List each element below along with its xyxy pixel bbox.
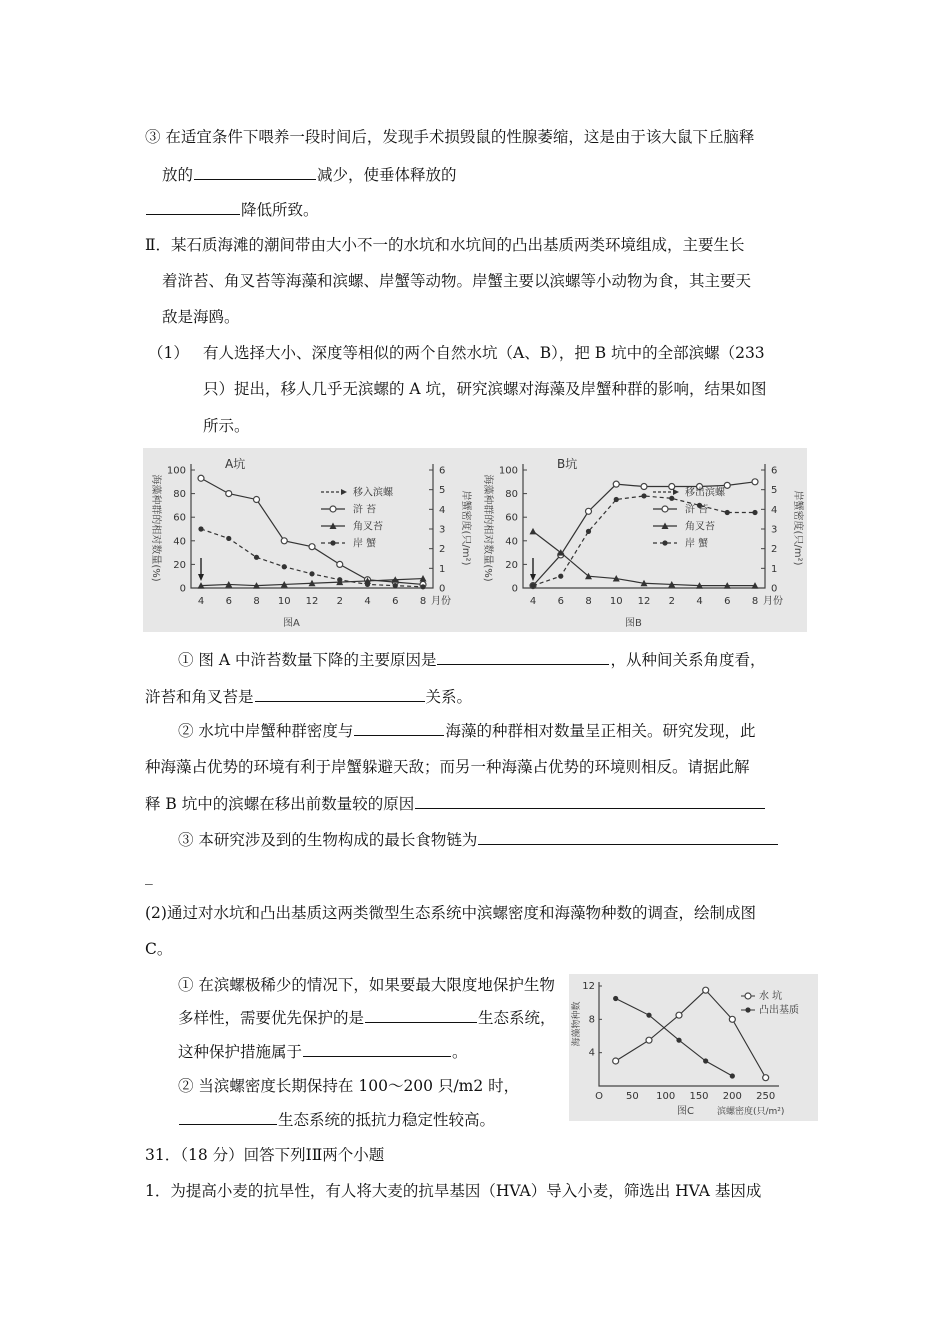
chart-b-xtick-label: 4	[696, 596, 703, 607]
chart-c-series-line	[616, 990, 766, 1077]
chart-b-point	[669, 496, 674, 501]
chart-a-legend-label: 角叉苔	[353, 521, 383, 533]
chart-a-y2tick-label: 0	[439, 583, 446, 595]
chart-b-xtick-label: 8	[585, 596, 592, 607]
figure-ab	[143, 448, 807, 632]
chart-b-caption: 图B	[625, 618, 642, 629]
chart-a-y2label: 岸蟹密度(只/m²)	[460, 490, 471, 566]
chart-b-y2label: 岸蟹密度(只/m²)	[792, 490, 803, 566]
blank-hormone-1[interactable]	[194, 165, 316, 180]
q1-number: （1）	[148, 344, 189, 362]
chart-a-point	[226, 536, 231, 541]
line-2-start: 放的	[162, 166, 194, 184]
q1-1-line-2	[145, 687, 472, 707]
chart-c-axes	[599, 982, 779, 1086]
chart-c-ylabel: 海藻物种数	[572, 1001, 582, 1047]
chart-c-point	[676, 1012, 682, 1018]
chart-b-legend-label: 浒 苔	[685, 504, 709, 516]
q1-2-line-3	[145, 794, 766, 814]
q1-line-2: 只）捉出，移人几乎无滨螺的 A 坑，研究滨螺对海藻及岸蟹种群的影响，结果如图	[203, 380, 767, 398]
chart-c-ytick-label: 12	[582, 981, 595, 992]
chart-c-point	[646, 1037, 652, 1043]
chart-b-ytick-label: 20	[505, 559, 518, 571]
chart-a-point	[393, 583, 398, 588]
chart-a-point	[337, 561, 343, 567]
blank-algae[interactable]	[354, 721, 444, 736]
chart-a-legend-marker	[330, 540, 335, 545]
chart-c	[569, 974, 818, 1121]
q2-1-line-1: ① 在滨螺极稀少的情况下，如果要最大限度地保护生物	[178, 976, 555, 994]
chart-a-point	[198, 475, 204, 481]
q31-1-line: 1．为提高小麦的抗旱性，有人将大麦的抗旱基因（HVA）导入小麦，筛选出 HVA 基因成	[145, 1182, 762, 1200]
chart-b-legend-marker	[662, 506, 668, 512]
chart-c-ytick-label: 4	[588, 1047, 595, 1059]
chart-c-legend-label: 凸出基质	[759, 1005, 799, 1016]
q2-1-line2-end: 生态系统，	[478, 1009, 556, 1027]
chart-a-xtick-label: 6	[225, 596, 232, 607]
chart-a	[143, 448, 475, 632]
chart-c-legend-marker	[745, 993, 751, 999]
chart-b-y2tick-label: 1	[771, 563, 778, 575]
chart-b-legend-arrow	[673, 489, 679, 495]
chart-b-y2tick-label: 0	[771, 583, 778, 595]
chart-a-series-line	[201, 529, 423, 587]
chart-c-point	[729, 1016, 735, 1022]
chart-b-title: B坑	[557, 457, 578, 471]
chart-a-point	[365, 582, 370, 587]
chart-a-legend-arrow	[341, 489, 347, 495]
chart-b-legend-label: 角叉苔	[685, 521, 715, 533]
chart-a-plot	[167, 464, 451, 607]
chart-b-point	[725, 510, 730, 515]
chart-a-xtick-label: 8	[419, 596, 427, 607]
chart-a-xtick-label: 12	[305, 596, 319, 607]
chart-a-point	[254, 555, 259, 560]
chart-a-ytick-label: 40	[173, 536, 186, 548]
chart-b-plot	[499, 464, 783, 607]
chart-b-ytick-label: 0	[511, 583, 518, 595]
blank-hormone-2[interactable]	[146, 200, 240, 215]
chart-a-y2tick-label: 2	[439, 544, 446, 556]
q2-1-line2-start: 多样性，需要优先保护的是	[178, 1009, 365, 1027]
q2-1-line-2	[178, 1008, 556, 1028]
chart-b-point	[752, 510, 757, 515]
chart-b-point	[614, 497, 619, 502]
section-ii-line-2: 着浒苔、角叉苔等海藻和滨螺、岸蟹等动物。岸蟹主要以滨螺等小动物为食，其主要天	[162, 272, 752, 290]
chart-b-legend-label: 岸 蟹	[685, 538, 709, 550]
blank-ecosystem[interactable]	[365, 1008, 477, 1023]
chart-b-y2tick-label: 3	[771, 524, 778, 536]
blank-stable-ecosystem[interactable]	[179, 1110, 277, 1125]
chart-a-ytick-label: 100	[166, 465, 186, 477]
chart-c-point	[613, 1058, 619, 1064]
chart-b-y2tick-label: 4	[771, 504, 778, 516]
chart-b-arrow-head	[530, 574, 536, 581]
chart-c-point	[730, 1073, 735, 1078]
section-ii-line-3: 敌是海鸥。	[162, 308, 240, 326]
q2-1-line-3	[178, 1042, 468, 1062]
chart-a-xtick-label: 4	[197, 596, 205, 607]
chart-a-y2tick-label: 3	[439, 524, 446, 536]
chart-b-point	[669, 484, 675, 490]
q1-2-line-2: 种海藻占优势的环境有利于岸蟹躲避天敌；而另一种海藻占优势的环境则相反。请据此解	[145, 758, 750, 776]
chart-c-caption: 图C	[677, 1106, 694, 1117]
blank-food-chain[interactable]	[478, 830, 778, 845]
chart-c-point	[676, 1038, 681, 1043]
chart-c-xtick-label: 200	[722, 1091, 742, 1102]
chart-b-y2tick-label: 5	[771, 485, 778, 497]
q1-2-end: 海藻的种群相对数量呈正相关。研究发现，此	[445, 722, 756, 740]
chart-a-ytick-label: 60	[173, 512, 186, 524]
q1-3-underscore: _	[145, 867, 153, 885]
line-2	[162, 165, 457, 185]
chart-a-legend-marker	[330, 506, 336, 512]
chart-c-xtick-label: O	[595, 1091, 603, 1102]
blank-relation[interactable]	[255, 687, 425, 702]
chart-a-y2tick-label: 6	[439, 465, 446, 477]
chart-b-legend-marker	[662, 540, 667, 545]
q2-1-line3-start: 这种保护措施属于	[178, 1043, 303, 1061]
chart-a-title: A坑	[225, 457, 246, 471]
q2-1-line3-end: 。	[452, 1043, 468, 1061]
line-1: ③ 在适宜条件下喂养一段时间后，发现手术损毁鼠的性腺萎缩，这是由于该大鼠下丘脑释	[145, 128, 755, 146]
chart-b-ytick-label: 80	[505, 489, 518, 501]
q1-line-3: 所示。	[203, 417, 250, 435]
chart-b-point	[724, 482, 730, 488]
chart-a-point	[309, 571, 314, 576]
chart-a-point	[282, 564, 287, 569]
chart-b-point	[586, 529, 591, 534]
chart-b-xtick-label: 10	[609, 596, 623, 607]
chart-b-ytick-label: 100	[498, 465, 518, 477]
chart-b-xtick-label: 12	[637, 596, 651, 607]
chart-a-y2tick-label: 4	[439, 504, 446, 516]
chart-c-xtick-label: 100	[656, 1091, 676, 1102]
chart-a-ytick-label: 0	[179, 583, 186, 595]
q1-1-start: ① 图 A 中浒苔数量下降的主要原因是	[178, 651, 437, 669]
figure-c	[569, 974, 818, 1121]
chart-b-xtick-label: 2	[668, 596, 675, 607]
chart-a-legend-label: 岸 蟹	[353, 538, 377, 550]
q1-2-start: ② 水坑中岸蟹种群密度与	[178, 722, 354, 740]
chart-a-xtick-label: 4	[364, 596, 371, 607]
chart-a-xunit: 月份	[431, 596, 451, 607]
chart-a-point	[226, 491, 232, 497]
blank-reason[interactable]	[437, 650, 609, 665]
chart-c-xtick-label: 50	[625, 1091, 639, 1102]
chart-c-point	[613, 996, 618, 1001]
chart-b-series-line	[533, 496, 755, 586]
chart-a-point	[281, 538, 287, 544]
chart-b-ytick-label: 40	[505, 536, 518, 548]
chart-c-point	[703, 987, 709, 993]
chart-a-arrow-head	[198, 574, 204, 581]
chart-a-xtick-label: 6	[392, 596, 399, 607]
chart-a-point	[254, 497, 260, 503]
chart-c-series-line	[616, 999, 733, 1077]
q31-line: 31．（18 分）回答下列ⅠⅡ两个小题	[145, 1146, 385, 1164]
q1-1-line2-end: 关系。	[425, 688, 473, 706]
chart-a-ytick-label: 80	[173, 489, 186, 501]
q1-2-line3-start: 释 B 坑中的滨螺在移出前数量较的原因	[145, 795, 415, 813]
chart-b-xtick-label: 6	[557, 596, 564, 607]
chart-b-xtick-label: 4	[529, 596, 537, 607]
chart-c-point	[763, 1075, 769, 1081]
line-2-end: 减少，使垂体释放的	[317, 166, 457, 184]
chart-a-xtick-label: 10	[277, 596, 291, 607]
chart-b-point	[613, 481, 619, 487]
chart-b-point	[752, 479, 758, 485]
q2-line-1: (2)通过对水坑和凸出基质这两类微型生态系统中滨螺密度和海藻物种数的调查，绘制成图	[145, 904, 756, 922]
chart-a-ylabel: 海藻种群的相对数量(%)	[150, 474, 161, 582]
chart-a-point	[337, 577, 342, 582]
chart-b-y2tick-label: 6	[771, 465, 778, 477]
section-ii-line-1: Ⅱ．某石质海滩的潮间带由大小不一的水坑和水坑间的凸出基质两类环境组成，主要生长	[145, 236, 745, 254]
chart-a-xtick-label: 8	[253, 596, 260, 607]
chart-a-ytick-label: 20	[173, 559, 186, 571]
chart-b-point	[586, 508, 592, 514]
chart-b-xtick-label: 6	[724, 596, 731, 607]
chart-a-y2tick-label: 5	[439, 485, 446, 497]
chart-b-point	[530, 583, 535, 588]
chart-a-y2tick-label: 1	[439, 563, 446, 575]
chart-b-point	[558, 574, 563, 579]
q2-2-line-2	[178, 1110, 495, 1130]
chart-c-plot	[582, 981, 799, 1102]
q2-2-line2-text: 生态系统的抵抗力稳定性较高。	[278, 1111, 496, 1129]
chart-a-point	[309, 544, 315, 550]
chart-c-legend-marker	[745, 1007, 750, 1012]
chart-c-xlabel: 滨螺密度(只/m²)	[717, 1107, 785, 1117]
q1-2-line-1	[178, 721, 755, 741]
chart-a-point	[198, 526, 203, 531]
line-3	[145, 200, 319, 220]
chart-a-legend-label: 浒 苔	[353, 504, 377, 516]
chart-c-point	[703, 1058, 708, 1063]
q1-1-line2-start: 浒苔和角叉苔是	[145, 688, 254, 706]
chart-a-legend-label: 移入滨螺	[353, 487, 393, 499]
chart-a-caption: 图A	[283, 618, 300, 629]
q1-3-line	[178, 830, 779, 850]
chart-b-point	[641, 484, 647, 490]
line-3-text: 降低所致。	[241, 201, 319, 219]
blank-measure[interactable]	[303, 1042, 451, 1057]
chart-b-legend-label: 移出滨螺	[685, 487, 725, 499]
q1-1-line-1	[178, 650, 766, 670]
chart-a-point	[420, 584, 425, 589]
q1-line-1: 有人选择大小、深度等相似的两个自然水坑（A、B），把 B 坑中的全部滨螺（233	[203, 344, 765, 362]
chart-b-series-line	[533, 531, 755, 585]
chart-c-legend-label: 水 坑	[759, 991, 783, 1002]
chart-a-axes	[191, 464, 433, 588]
q1-3-text: ③ 本研究涉及到的生物构成的最长食物链为	[178, 831, 478, 849]
chart-c-xtick-label: 150	[689, 1091, 709, 1102]
chart-b	[475, 448, 807, 632]
chart-b-point	[641, 493, 646, 498]
chart-b-ytick-label: 60	[505, 512, 518, 524]
chart-c-point	[646, 1013, 651, 1018]
blank-explain[interactable]	[415, 794, 765, 809]
chart-c-xtick-label: 250	[756, 1091, 776, 1102]
chart-b-ylabel: 海藻种群的相对数量(%)	[482, 474, 493, 582]
chart-b-y2tick-label: 2	[771, 544, 778, 556]
chart-b-xtick-label: 8	[751, 596, 759, 607]
q2-line-2: C。	[145, 940, 173, 958]
chart-a-xtick-label: 2	[336, 596, 343, 607]
chart-b-point	[530, 528, 537, 535]
q2-2-line-1: ② 当滨螺密度长期保持在 100～200 只/m2 时，	[178, 1077, 520, 1095]
q1-1-end: ，从种间关系角度看，	[610, 651, 766, 669]
chart-c-ytick-label: 8	[588, 1014, 595, 1026]
chart-b-xunit: 月份	[763, 596, 783, 607]
